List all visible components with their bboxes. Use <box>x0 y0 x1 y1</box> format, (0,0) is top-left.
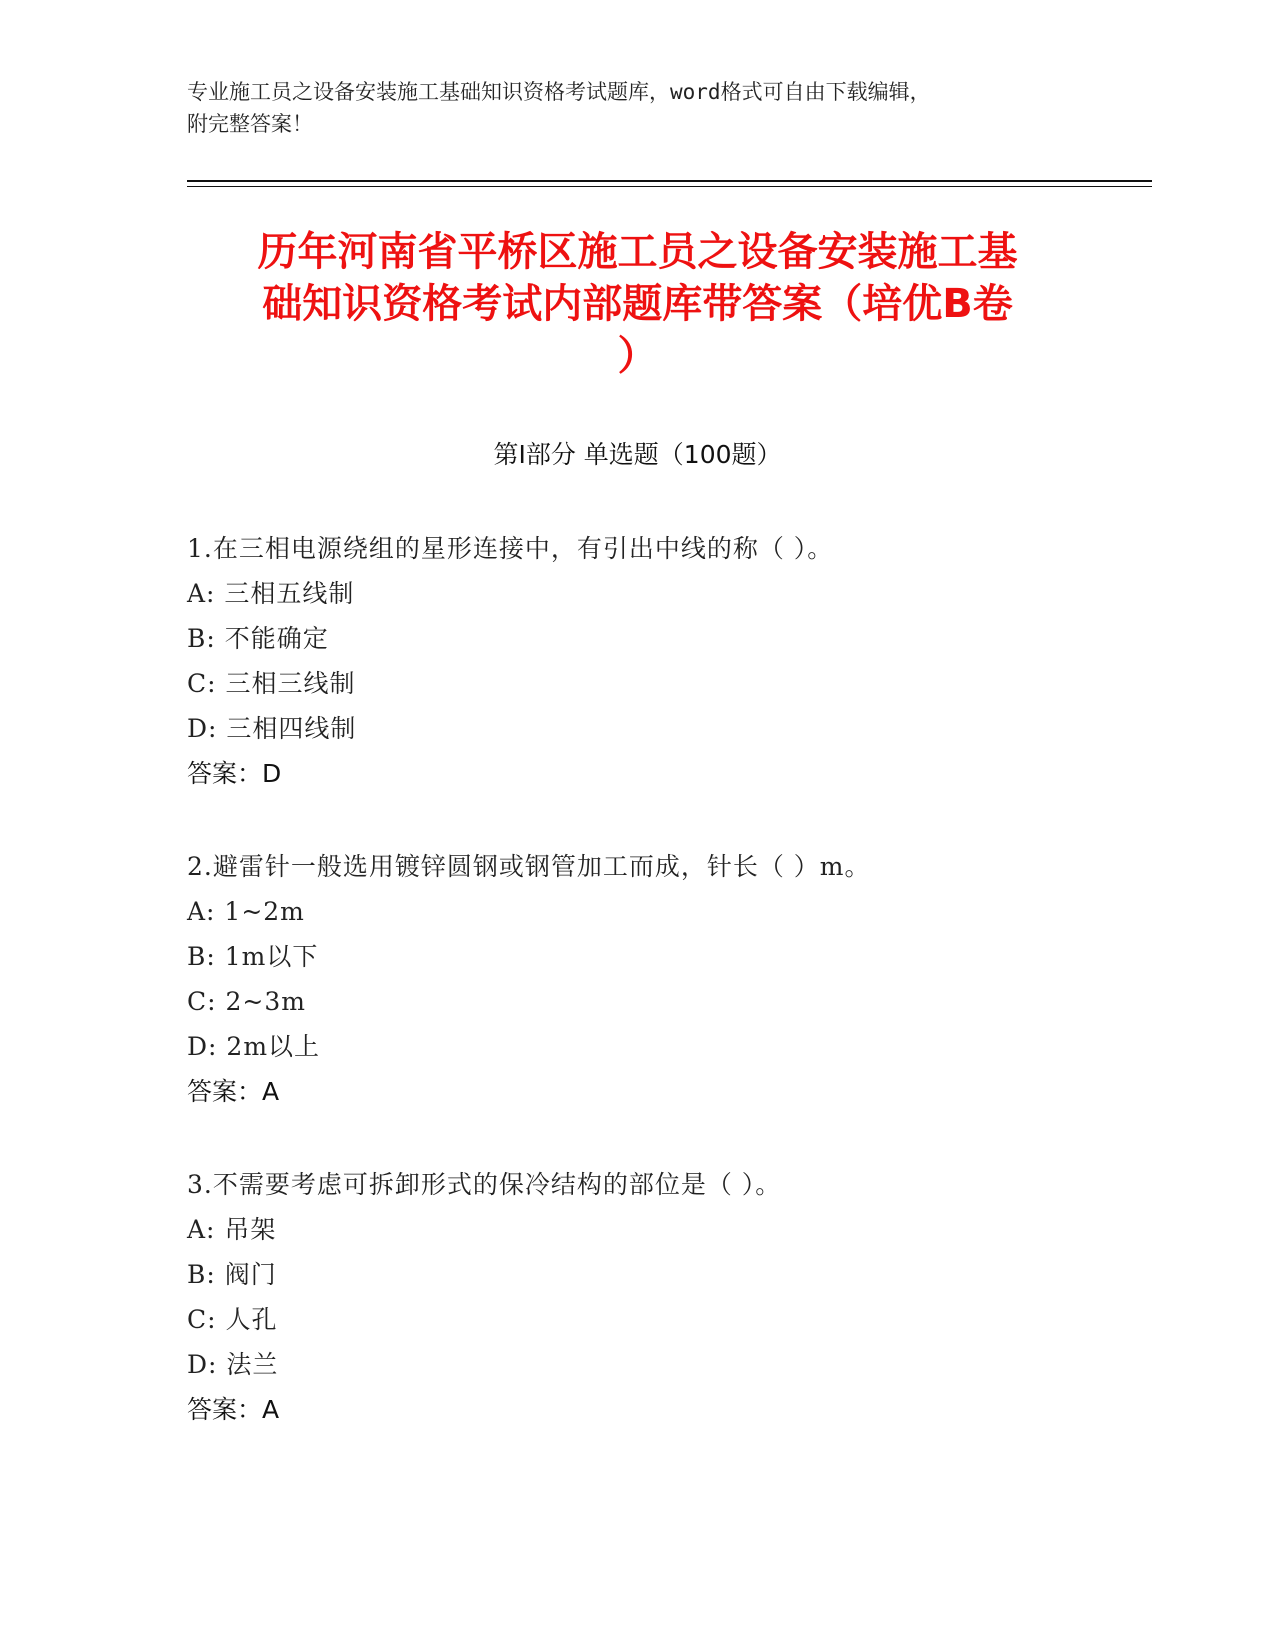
header-note <box>187 76 1087 140</box>
question-item <box>187 844 1147 1114</box>
document-title <box>190 226 1085 382</box>
document-title-line-2: 础知识资格考试内部题库带答案（培优B卷 <box>262 281 1013 327</box>
question-item <box>187 526 1147 796</box>
option-d: D: 三相四线制 <box>187 714 357 743</box>
question-text: 3.不需要考虑可拆卸形式的保冷结构的部位是（ ）。 <box>187 1170 782 1199</box>
option-c: C: 2~3m <box>187 987 306 1016</box>
option-a: A: 三相五线制 <box>187 579 355 608</box>
header-note-line-2: 附完整答案！ <box>187 112 313 136</box>
option-a: A: 1~2m <box>187 897 305 926</box>
option-b: B: 阀门 <box>187 1260 277 1289</box>
option-c: C: 人孔 <box>187 1305 278 1334</box>
option-b: B: 不能确定 <box>187 624 329 653</box>
section-title: 第Ⅰ部分 单选题（100题） <box>493 440 782 469</box>
question-text: 2.避雷针一般选用镀锌圆钢或钢管加工而成，针长（ ）m。 <box>187 852 871 881</box>
document-title-line-3: ） <box>617 333 658 379</box>
option-a: A: 吊架 <box>187 1215 277 1244</box>
header-divider-thin <box>187 186 1152 187</box>
header-divider-thick <box>187 180 1152 182</box>
option-b: B: 1m以下 <box>187 942 319 971</box>
question-text: 1.在三相电源绕组的星形连接中，有引出中线的称（ ）。 <box>187 534 834 563</box>
option-d: D: 法兰 <box>187 1350 279 1379</box>
document-title-line-1: 历年河南省平桥区施工员之设备安装施工基 <box>257 229 1018 275</box>
question-list <box>187 526 1147 1480</box>
header-note-line-1: 专业施工员之设备安装施工基础知识资格考试题库，word格式可自由下载编辑， <box>187 80 931 104</box>
option-c: C: 三相三线制 <box>187 669 356 698</box>
option-d: D: 2m以上 <box>187 1032 321 1061</box>
answer-line: 答案：A <box>187 1077 280 1106</box>
answer-line: 答案：D <box>187 759 282 788</box>
answer-line: 答案：A <box>187 1395 280 1424</box>
question-item <box>187 1162 1147 1432</box>
